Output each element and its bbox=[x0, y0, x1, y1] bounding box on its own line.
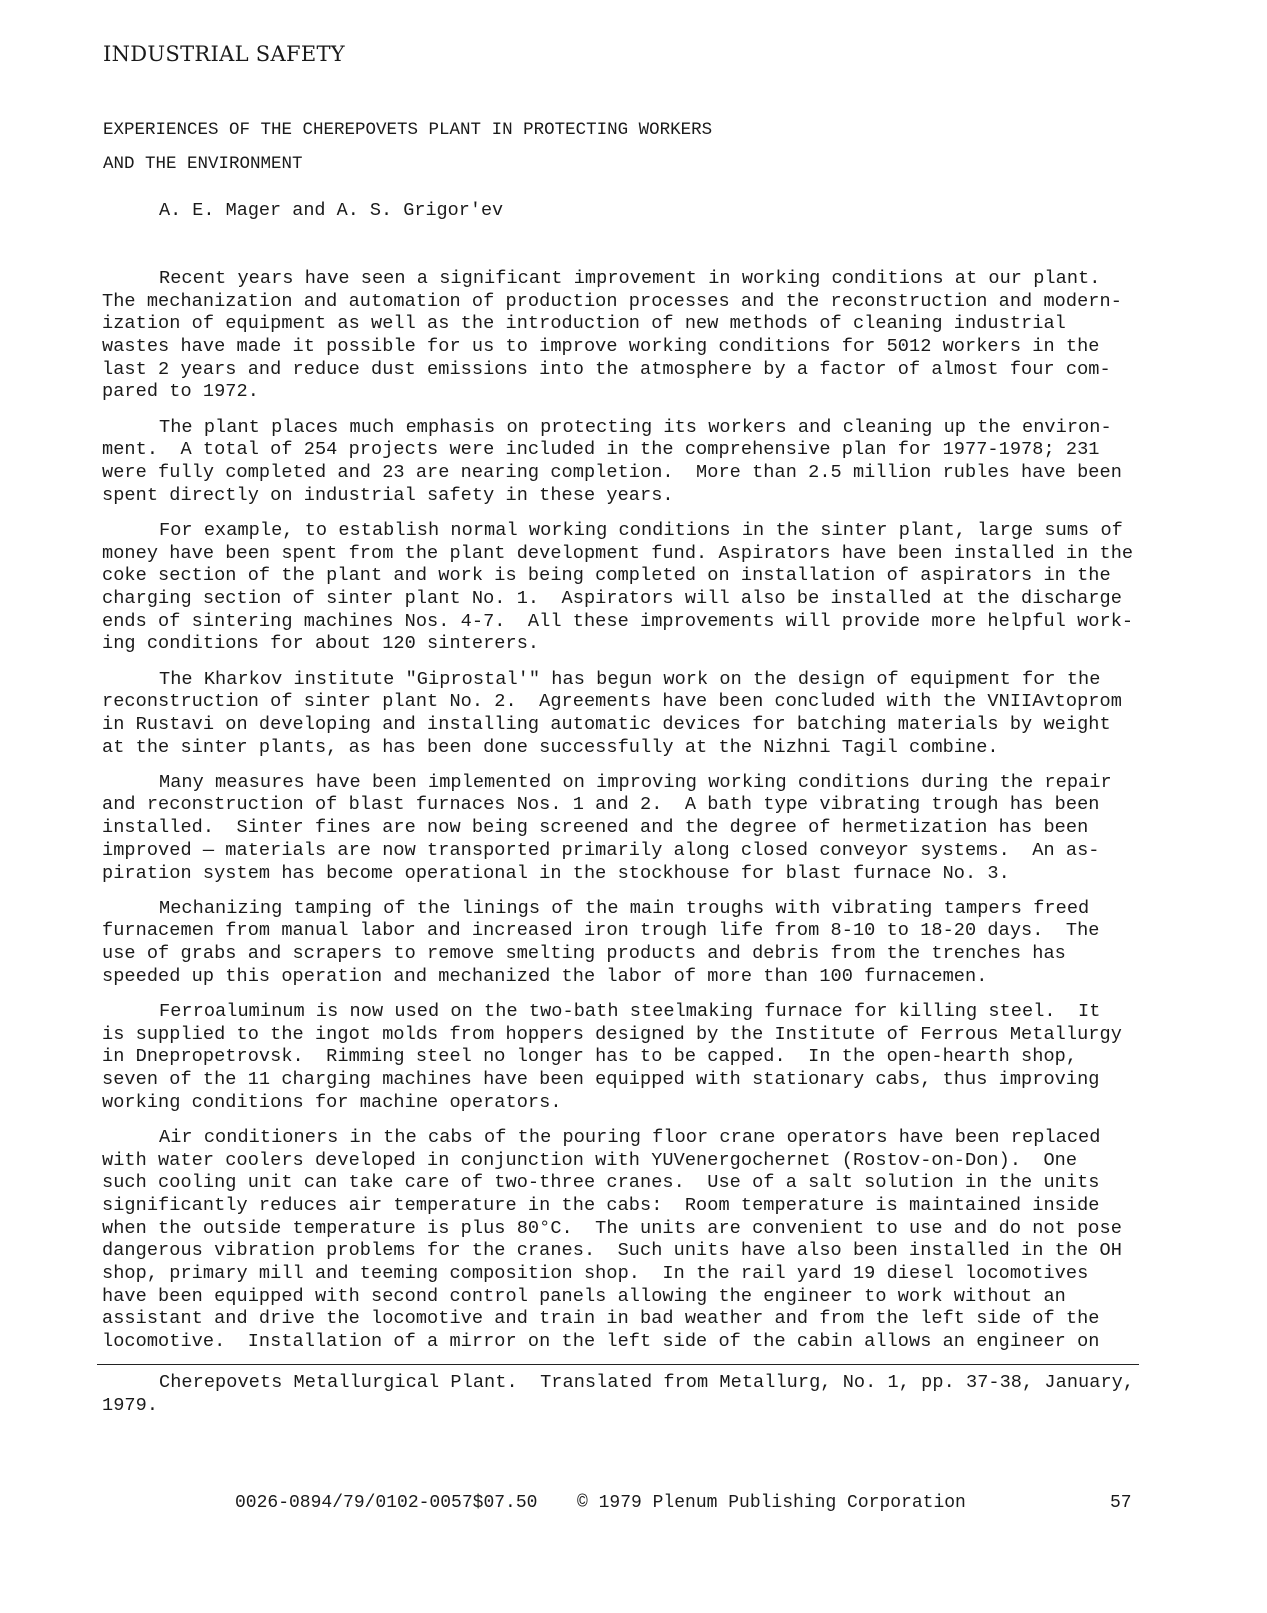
paragraph-line: wastes have made it possible for us to improve working conditions for 5012 workers in the bbox=[102, 336, 1100, 358]
paragraph-line: Ferroaluminum is now used on the two-bath steelmaking furnace for killing steel. It bbox=[159, 1000, 1101, 1022]
paragraph-line: ization of equipment as well as the introduction of new methods of cleaning industrial bbox=[102, 313, 1066, 335]
paragraph bbox=[102, 669, 1140, 760]
paragraph-line: charging section of sinter plant No. 1. Aspirators will also be installed at the discharge bbox=[102, 587, 1122, 609]
paragraph bbox=[102, 1001, 1140, 1114]
paragraph-line: For example, to establish normal working conditions in the sinter plant, large sums of bbox=[159, 519, 1123, 541]
paragraph-line: improved — materials are now transported primarily along closed conveyor systems. An as- bbox=[102, 839, 1100, 861]
paragraph bbox=[102, 1127, 1140, 1354]
paragraph bbox=[102, 268, 1140, 404]
paragraph-line: spent directly on industrial safety in these years. bbox=[102, 484, 674, 506]
paragraph-line: Mechanizing tamping of the linings of the main troughs with vibrating tampers freed bbox=[159, 897, 1090, 919]
paragraph-line: Recent years have seen a significant improvement in working conditions at our plant. bbox=[159, 268, 1101, 289]
footnote-line: Cherepovets Metallurgical Plant. Translated from Metallurg, No. 1, pp. 37-38, January, bbox=[159, 1372, 1135, 1393]
paragraph-line: assistant and drive the locomotive and train in bad weather and from the left side of the bbox=[102, 1308, 1100, 1330]
paragraph-line: ends of sintering machines Nos. 4-7. All these improvements will provide more helpful work- bbox=[102, 610, 1134, 632]
footnote-line: 1979. bbox=[102, 1394, 159, 1416]
paragraph-line: installed. Sinter fines are now being screened and the degree of hermetization has been bbox=[102, 817, 1089, 839]
paragraph-line: when the outside temperature is plus 80°C. The units are convenient to use and do not pose bbox=[102, 1217, 1122, 1239]
page-number: 57 bbox=[1110, 1493, 1132, 1513]
paragraph-line: such cooling unit can take care of two-three cranes. Use of a salt solution in the units bbox=[102, 1172, 1100, 1194]
paragraph bbox=[102, 520, 1140, 656]
paragraph-line: speeded up this operation and mechanized the labor of more than 100 furnacemen. bbox=[102, 965, 988, 987]
footer-copyright: © 1979 Plenum Publishing Corporation bbox=[577, 1493, 966, 1513]
paragraph-line: dangerous vibration problems for the cranes. Such units have also been installed in the OH bbox=[102, 1240, 1122, 1262]
paragraph-line: have been equipped with second control panels allowing the engineer to work without an bbox=[102, 1285, 1066, 1307]
paragraph-line: reconstruction of sinter plant No. 2. Agreements have been concluded with the VNIIAvtoprom bbox=[102, 691, 1122, 713]
paragraph-line: Air conditioners in the cabs of the pouring floor crane operators have been replaced bbox=[159, 1126, 1101, 1148]
footer-code: 0026-0894/79/0102-0057$07.50 bbox=[235, 1493, 538, 1513]
footnote bbox=[102, 1372, 1140, 1417]
section-heading: INDUSTRIAL SAFETY bbox=[103, 42, 345, 66]
paragraph-line: Many measures have been implemented on improving working conditions during the repair bbox=[159, 771, 1112, 793]
paragraph-line: and reconstruction of blast furnaces Nos. 1 and 2. A bath type vibrating trough has been bbox=[102, 794, 1100, 816]
paragraph-line: with water coolers developed in conjunction with YUVenergochernet (Rostov-on-Don). One bbox=[102, 1149, 1078, 1171]
paragraph-line: The Kharkov institute "Giprostal'" has begun work on the design of equipment for the bbox=[159, 668, 1101, 690]
paragraph-line: significantly reduces air temperature in the cabs: Room temperature is maintained inside bbox=[102, 1194, 1100, 1216]
paragraph-line: coke section of the plant and work is being completed on installation of aspirators in the bbox=[102, 565, 1111, 587]
paragraph-line: money have been spent from the plant development fund. Aspirators have been installed in the bbox=[102, 542, 1134, 564]
paragraph-line: shop, primary mill and teeming composition shop. In the rail yard 19 diesel locomotives bbox=[102, 1263, 1089, 1284]
authors: A. E. Mager and A. S. Grigor'ev bbox=[159, 200, 504, 221]
paragraph-line: use of grabs and scrapers to remove smelting products and debris from the trenches has bbox=[102, 943, 1066, 965]
paragraph-line: is supplied to the ingot molds from hoppers designed by the Institute of Ferrous Metallurgy bbox=[102, 1023, 1122, 1045]
paragraph-line: in Rustavi on developing and installing automatic devices for batching materials by weight bbox=[102, 713, 1111, 735]
paragraph-line: pared to 1972. bbox=[102, 381, 259, 403]
paragraph bbox=[102, 898, 1140, 989]
paragraph-line: seven of the 11 charging machines have been equipped with stationary cabs, thus improving bbox=[102, 1069, 1100, 1090]
paragraph-line: last 2 years and reduce dust emissions into the atmosphere by a factor of almost four com- bbox=[102, 358, 1111, 380]
paragraph-line: furnacemen from manual labor and increased iron trough life from 8-10 to 18-20 days. The bbox=[102, 920, 1100, 942]
paragraph bbox=[102, 417, 1140, 508]
paragraph-line: ment. A total of 254 projects were included in the comprehensive plan for 1977-1978; 231 bbox=[102, 439, 1100, 461]
paragraph-line: locomotive. Installation of a mirror on the left side of the cabin allows an engineer on bbox=[102, 1331, 1100, 1353]
paragraph-line: working conditions for machine operators. bbox=[102, 1091, 562, 1113]
article-title-line-1: EXPERIENCES OF THE CHEREPOVETS PLANT IN PROTECTING WORKERS bbox=[103, 120, 713, 140]
paragraph-line: piration system has become operational in the stockhouse for blast furnace No. 3. bbox=[102, 862, 1010, 884]
paragraph-line: at the sinter plants, as has been done successfully at the Nizhni Tagil combine. bbox=[102, 736, 999, 758]
paragraph-line: The mechanization and automation of production processes and the reconstruction and modern- bbox=[102, 290, 1122, 312]
article-title-line-2: AND THE ENVIRONMENT bbox=[103, 154, 303, 174]
paragraph-line: were fully completed and 23 are nearing completion. More than 2.5 million rubles have been bbox=[102, 462, 1122, 483]
paragraph-line: ing conditions for about 120 sinterers. bbox=[102, 633, 540, 655]
footnote-divider bbox=[97, 1364, 1139, 1365]
paragraph-line: The plant places much emphasis on protecting its workers and cleaning up the environ- bbox=[159, 416, 1112, 438]
paragraph bbox=[102, 772, 1140, 885]
article-body bbox=[102, 268, 1140, 1366]
paragraph-line: in Dnepropetrovsk. Rimming steel no longer has to be capped. In the open-hearth shop, bbox=[102, 1046, 1078, 1068]
